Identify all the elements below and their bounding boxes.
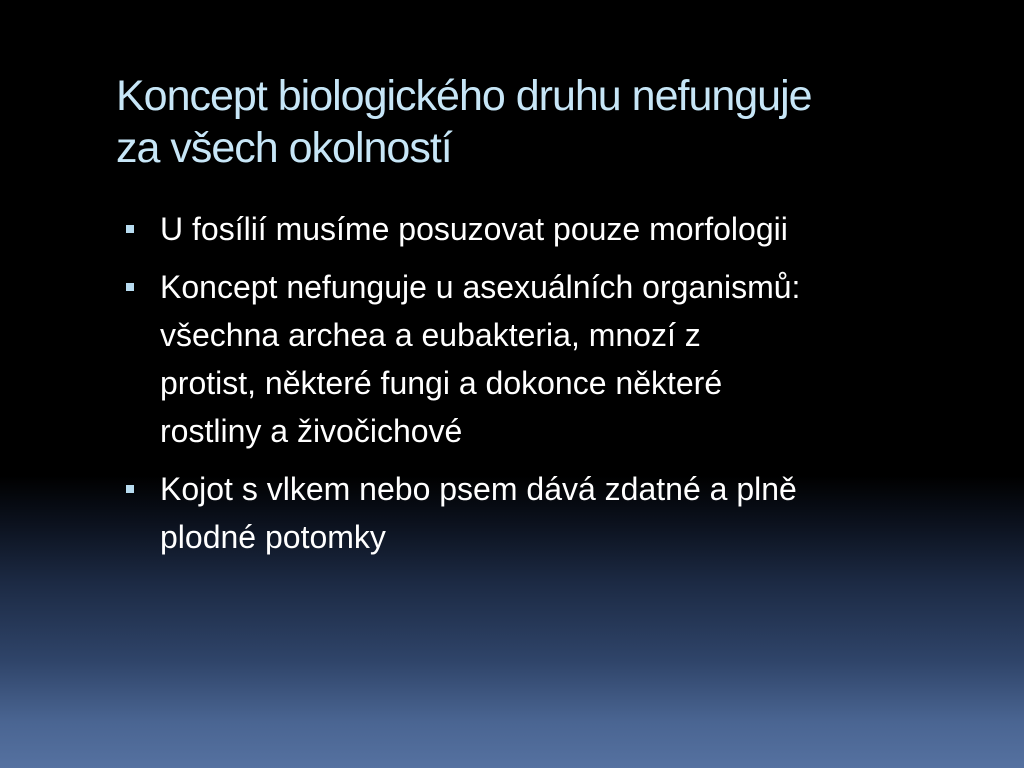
bullet-text <box>160 465 982 561</box>
bullet-list <box>122 205 982 571</box>
bullet-item <box>122 205 982 253</box>
slide-title-line: za všech okolností <box>116 124 452 172</box>
bullet-line: Kojot s vlkem nebo psem dává zdatné a plně <box>160 471 797 507</box>
bullet-line: všechna archea a eubakteria, mnozí z <box>160 317 701 353</box>
square-bullet-icon <box>126 485 134 493</box>
bullet-item <box>122 263 982 455</box>
bullet-line: rostliny a živočichové <box>160 413 463 449</box>
bullet-line: protist, některé fungi a dokonce některé <box>160 365 723 401</box>
slide-title <box>116 70 976 174</box>
bullet-line: U fosílií musíme posuzovat pouze morfologii <box>160 211 788 247</box>
bullet-line: Koncept nefunguje u asexuálních organismů: <box>160 269 801 305</box>
bullet-text <box>160 205 982 253</box>
bullet-line: plodné potomky <box>160 519 386 555</box>
bullet-item <box>122 465 982 561</box>
square-bullet-icon <box>126 283 134 291</box>
slide-title-line: Koncept biologického druhu nefunguje <box>116 72 812 120</box>
bullet-text <box>160 263 982 455</box>
square-bullet-icon <box>126 225 134 233</box>
